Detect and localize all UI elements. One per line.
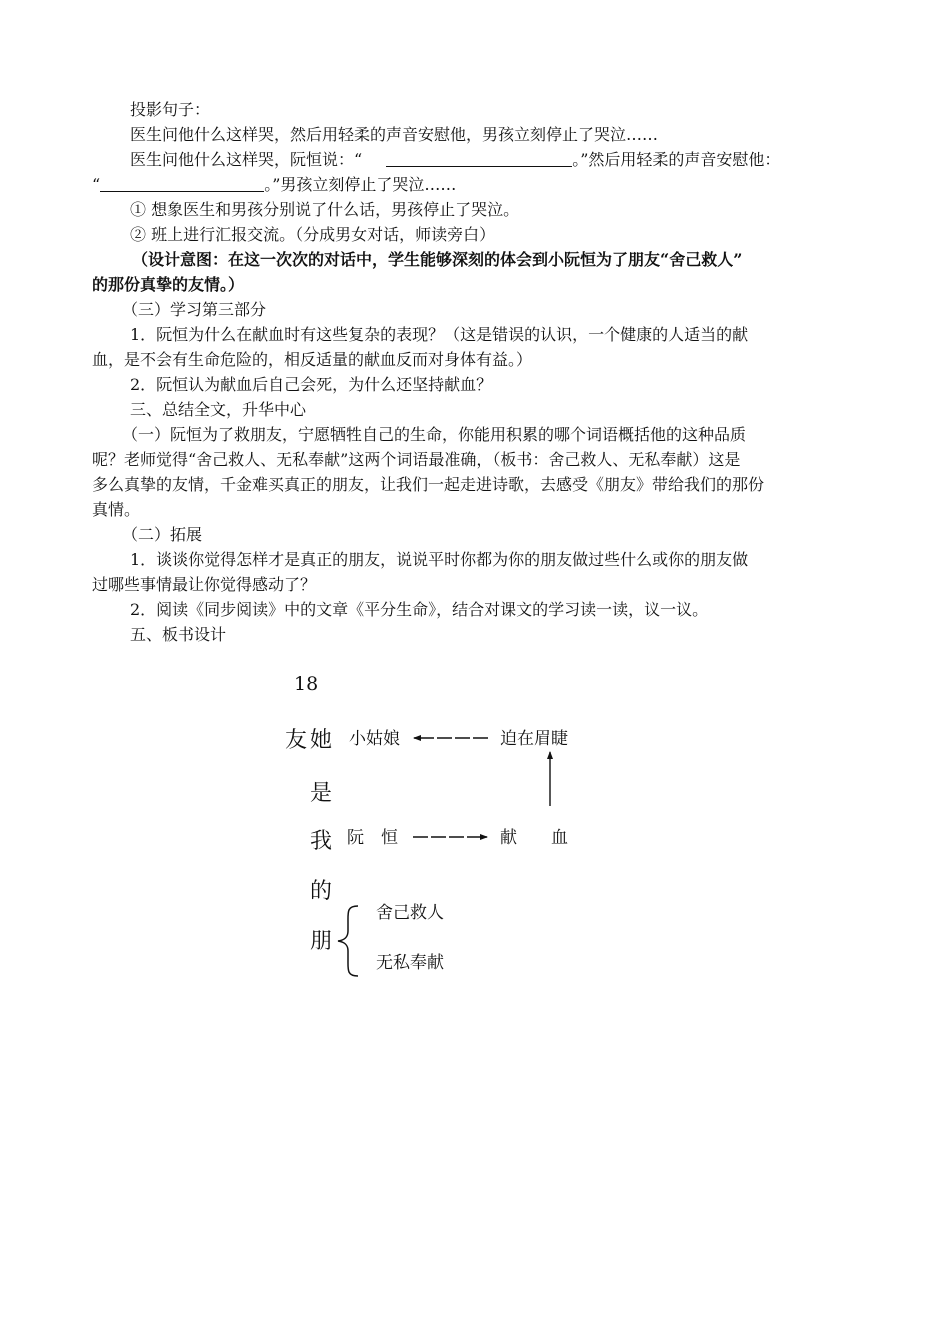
text-segment: 。”然后用轻柔的声音安慰他： bbox=[572, 150, 781, 169]
title-char: 我 bbox=[310, 829, 333, 854]
text-line: 真情。 bbox=[92, 500, 141, 519]
curly-brace-icon bbox=[338, 906, 358, 976]
board-quality: 舍己救人 bbox=[376, 903, 444, 923]
text-segment: 医生问他什么这样哭，阮恒说：“ bbox=[130, 150, 363, 169]
text-line: 2．阮恒认为献血后自己会死，为什么还坚持献血？ bbox=[130, 375, 493, 394]
section-heading: （二）拓展 bbox=[122, 525, 203, 544]
text-line: （一）阮恒为了救朋友，宁愿牺牲自己的生命，你能用积累的哪个词语概括他的这种品质 bbox=[122, 425, 747, 444]
board-quality: 无私奉献 bbox=[376, 953, 444, 973]
text-line: ① 想象医生和男孩分别说了什么话，男孩停止了哭泣。 bbox=[130, 200, 520, 219]
board-ruan-heng: 阮 恒 bbox=[347, 828, 398, 848]
title-char: 是 bbox=[310, 781, 333, 806]
text-line: 1．谈谈你觉得怎样才是真正的朋友，说说平时你都为你的朋友做过些什么或你的朋友做 bbox=[130, 550, 749, 569]
text-line: 医生问他什么这样哭，然后用轻柔的声音安慰他，男孩立刻停止了哭泣…… bbox=[130, 125, 659, 144]
title-char: 她 bbox=[310, 728, 333, 753]
text-line: 呢？老师觉得“舍己救人、无私奉献”这两个词语最准确，（板书：舍己救人、无私奉献）这是 bbox=[92, 450, 741, 469]
text-line: 2．阅读《同步阅读》中的文章《平分生命》，结合对课文的学习读一读，议一议。 bbox=[130, 600, 709, 619]
text-line: ② 班上进行汇报交流。（分成男女对话，师读旁白） bbox=[130, 225, 496, 244]
title-char: 朋 bbox=[310, 929, 333, 954]
design-intent: （设计意图：在这一次次的对话中，学生能够深刻的体会到小阮恒为了朋友“舍己救人” bbox=[132, 250, 743, 269]
section-heading: 三、总结全文，升华中心 bbox=[130, 400, 307, 419]
text-line: 过哪些事情最让你觉得感动了？ bbox=[92, 575, 317, 594]
title-char: 友 bbox=[285, 728, 308, 753]
lesson-number: 18 bbox=[294, 673, 319, 695]
text-line: 1．阮恒为什么在献血时有这些复杂的表现？（这是错误的认识，一个健康的人适当的献 bbox=[130, 325, 749, 344]
text-segment: “ bbox=[92, 175, 101, 194]
board-donate-blood: 献 血 bbox=[500, 828, 568, 848]
title-char: 的 bbox=[310, 879, 333, 904]
text-line: 血，是不会有生命危险的，相反适量的献血反而对身体有益。） bbox=[92, 350, 533, 369]
text-line: 多么真挚的友情，千金难买真正的朋友，让我们一起走进诗歌，去感受《朋友》带给我们的那份 bbox=[92, 475, 765, 494]
board-girl: 小姑娘 bbox=[349, 729, 400, 749]
text-segment: 。”男孩立刻停止了哭泣…… bbox=[264, 175, 457, 194]
design-intent: 的那份真挚的友情。） bbox=[92, 275, 245, 294]
board-urgent: 迫在眉睫 bbox=[500, 729, 568, 749]
text-line: 投影句子： bbox=[130, 100, 211, 119]
section-heading: 五、板书设计 bbox=[130, 625, 227, 644]
section-heading: （三）学习第三部分 bbox=[122, 300, 267, 319]
